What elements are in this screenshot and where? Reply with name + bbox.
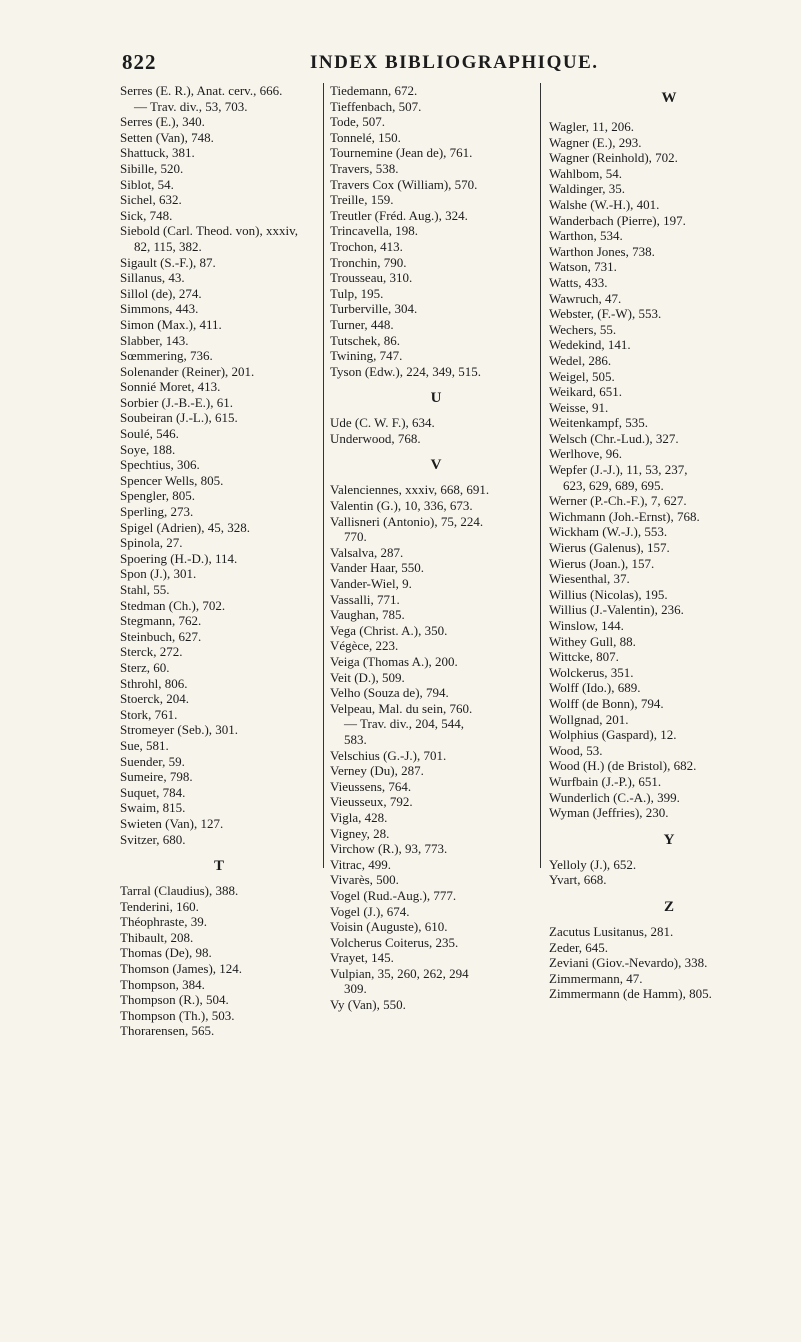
index-entry: Thibault, 208. — [120, 929, 194, 945]
index-entry: 309. — [344, 981, 367, 997]
index-entry: Spigel (Adrien), 45, 328. — [120, 519, 250, 535]
index-entry: Watts, 433. — [549, 274, 608, 290]
index-entry: Végèce, 223. — [330, 638, 399, 654]
index-entry: Wahlbom, 54. — [549, 165, 622, 181]
index-entry: Sichel, 632. — [120, 192, 182, 208]
page-header — [0, 50, 801, 80]
index-entry: Sigault (S.-F.), 87. — [120, 254, 216, 270]
index-entry: Vivarès, 500. — [330, 872, 399, 888]
index-entry: Treutler (Fréd. Aug.), 324. — [330, 207, 468, 223]
index-entry: Twining, 747. — [330, 348, 403, 364]
index-entry: Valenciennes, xxxiv, 668, 691. — [330, 482, 490, 498]
index-entry: Underwood, 768. — [330, 430, 421, 446]
index-entry: Thompson (R.), 504. — [120, 992, 229, 1008]
index-entry: Sorbier (J.-B.-E.), 61. — [120, 394, 234, 410]
index-entry: Sumeire, 798. — [120, 769, 193, 785]
index-entry: Vassalli, 771. — [330, 591, 400, 607]
index-entry: — Trav. div., 204, 544, — [344, 716, 465, 732]
index-entry: Tarral (Claudius), 388. — [120, 883, 239, 899]
index-entry: Swieten (Van), 127. — [120, 815, 224, 831]
running-title: INDEX BIBLIOGRAPHIQUE. — [310, 52, 599, 73]
index-entry: Vy (Van), 550. — [330, 997, 406, 1013]
index-entry: Stromeyer (Seb.), 301. — [120, 722, 239, 738]
index-entry: Willius (Nicolas), 195. — [549, 586, 668, 602]
index-column-2 — [323, 83, 542, 1013]
index-entry: Virchow (R.), 93, 773. — [330, 841, 448, 857]
index-entry: Vitrac, 499. — [330, 856, 391, 872]
index-entry: Turner, 448. — [330, 316, 394, 332]
index-entry: Wolphius (Gaspard), 12. — [549, 727, 677, 743]
index-entry: 623, 629, 689, 695. — [563, 477, 664, 493]
index-entry: Tieffenbach, 507. — [330, 98, 422, 114]
index-entry: Stahl, 55. — [120, 582, 170, 597]
index-entry: Spinola, 27. — [120, 535, 183, 551]
index-entry: Weisse, 91. — [549, 399, 609, 415]
index-entry: Wolff (Ido.), 689. — [549, 680, 641, 696]
index-entry: Solenander (Reiner), 201. — [120, 363, 255, 379]
page-number: 822 — [122, 50, 157, 74]
index-entry: Sick, 748. — [120, 207, 173, 223]
index-entry: Wood (H.) (de Bristol), 682. — [549, 758, 697, 774]
index-entry: Velpeau, Mal. du sein, 760. — [330, 700, 473, 716]
index-entry: Wierus (Joan.), 157. — [549, 555, 655, 571]
index-entry: Wedel, 286. — [549, 352, 612, 368]
index-entry: Wawruch, 47. — [549, 290, 622, 306]
index-entry: Zacutus Lusitanus, 281. — [549, 923, 674, 939]
index-entry: Wepfer (J.-J.), 11, 53, 237, — [549, 462, 688, 478]
index-entry: Wechers, 55. — [549, 321, 617, 337]
index-entry: Soye, 188. — [120, 441, 176, 457]
index-entry: Wierus (Galenus), 157. — [549, 540, 670, 556]
index-entry: Siebold (Carl. Theod. von), xxxiv, — [120, 223, 299, 239]
index-entry: Winslow, 144. — [549, 618, 624, 633]
index-entry: Werner (P.-Ch.-F.), 7, 627. — [549, 493, 687, 509]
index-entry: 770. — [344, 529, 367, 545]
index-entry: Spoering (H.-D.), 114. — [120, 550, 238, 566]
index-entry: Suquet, 784. — [120, 784, 186, 800]
index-entry: Warthon Jones, 738. — [549, 243, 655, 259]
index-entry: Volcherus Coiterus, 235. — [330, 934, 459, 950]
index-entry: Stork, 761. — [120, 706, 178, 722]
index-entry: Wagner (E.), 293. — [549, 134, 642, 150]
index-entry: Veiga (Thomas A.), 200. — [330, 654, 458, 669]
index-entry: Thomas (De), 98. — [120, 945, 212, 961]
index-entry: Yelloly (J.), 652. — [549, 856, 637, 872]
index-entry: Willius (J.-Valentin), 236. — [549, 602, 684, 618]
index-entry: Serres (E.), 340. — [120, 114, 205, 130]
index-entry: Vogel (J.), 674. — [330, 903, 410, 919]
index-entry: Steinbuch, 627. — [120, 628, 202, 644]
index-entry: 82, 115, 382. — [134, 238, 202, 254]
section-letter: T — [213, 858, 224, 875]
index-entry: Sibille, 520. — [120, 160, 184, 176]
index-entry: Slabber, 143. — [120, 332, 189, 348]
index-entry: Werlhove, 96. — [549, 446, 622, 462]
index-entry: Sthrohl, 806. — [120, 675, 188, 691]
index-entry: Vieussens, 764. — [330, 778, 412, 794]
index-entry: Simon (Max.), 411. — [120, 316, 222, 332]
index-entry: Tyson (Edw.), 224, 349, 515. — [330, 363, 481, 379]
index-entry: Travers, 538. — [330, 160, 399, 176]
index-entry: Sue, 581. — [120, 737, 169, 753]
index-entry: Wagler, 11, 206. — [549, 119, 634, 134]
index-entry: Zimmermann, 47. — [549, 970, 643, 986]
index-entry: Tonnelé, 150. — [330, 129, 401, 145]
index-entry: Vander Haar, 550. — [330, 560, 425, 576]
index-entry: Tutschek, 86. — [330, 332, 400, 348]
index-entry: Wood, 53. — [549, 742, 603, 758]
index-entry: 583. — [344, 731, 367, 747]
index-entry: Walshe (W.-H.), 401. — [549, 196, 660, 212]
index-entry: Withey Gull, 88. — [549, 633, 636, 649]
index-entry: Soubeiran (J.-L.), 615. — [120, 410, 238, 426]
index-entry: Spengler, 805. — [120, 488, 195, 504]
index-entry: Wiesenthal, 37. — [549, 571, 630, 587]
section-letter: Z — [663, 898, 674, 915]
index-entry: Vulpian, 35, 260, 262, 294 — [330, 965, 469, 981]
index-entry: Travers Cox (William), 570. — [330, 176, 478, 192]
index-entry: Tiedemann, 672. — [330, 83, 418, 98]
section-letter: Y — [663, 831, 675, 848]
index-entry: Sillol (de), 274. — [120, 285, 202, 301]
index-entry: Vander-Wiel, 9. — [330, 576, 412, 592]
index-entry: Théophraste, 39. — [120, 914, 208, 930]
index-entry: Welsch (Chr.-Lud.), 327. — [549, 430, 679, 446]
index-entry: Wunderlich (C.-A.), 399. — [549, 789, 680, 805]
index-entry: Sterz, 60. — [120, 659, 170, 675]
index-entry: Shattuck, 381. — [120, 145, 195, 161]
index-columns — [120, 83, 780, 1039]
index-entry: Wolff (de Bonn), 794. — [549, 695, 664, 711]
index-entry: Sonnié Moret, 413. — [120, 379, 221, 395]
index-entry: Sterck, 272. — [120, 644, 183, 660]
index-entry: — Trav. div., 53, 703. — [134, 98, 248, 114]
index-entry: Velschius (G.-J.), 701. — [330, 747, 447, 763]
index-column-3 — [540, 83, 789, 1002]
index-entry: Wedekind, 141. — [549, 337, 631, 353]
index-entry: Sperling, 273. — [120, 504, 194, 520]
index-entry: Stegmann, 762. — [120, 613, 202, 629]
index-entry: Turberville, 304. — [330, 301, 418, 317]
index-entry: Watson, 731. — [549, 259, 617, 275]
index-entry: Thompson, 384. — [120, 976, 205, 992]
index-entry: Trousseau, 310. — [330, 270, 413, 286]
index-entry: Tournemine (Jean de), 761. — [330, 145, 473, 161]
index-entry: Valsalva, 287. — [330, 544, 404, 560]
index-entry: Serres (E. R.), Anat. cerv., 666. — [120, 83, 283, 98]
index-entry: Trochon, 413. — [330, 238, 403, 254]
index-entry: Verney (Du), 287. — [330, 763, 424, 779]
index-entry: Tode, 507. — [330, 114, 386, 130]
index-entry: Voisin (Auguste), 610. — [330, 919, 448, 935]
index-entry: Simmons, 443. — [120, 301, 199, 317]
index-entry: Wagner (Reinhold), 702. — [549, 150, 678, 166]
index-entry: Wickham (W.-J.), 553. — [549, 524, 668, 540]
index-entry: Vigney, 28. — [330, 825, 390, 841]
index-entry: Zeviani (Giov.-Nevardo), 338. — [549, 955, 708, 971]
index-entry: Weigel, 505. — [549, 368, 615, 384]
index-entry: Thomson (James), 124. — [120, 961, 243, 977]
index-entry: Wanderbach (Pierre), 197. — [549, 212, 686, 228]
index-entry: Wittcke, 807. — [549, 649, 619, 665]
index-entry: Setten (Van), 748. — [120, 129, 214, 145]
index-entry: Spechtius, 306. — [120, 457, 200, 473]
index-entry: Webster, (F.-W), 553. — [549, 306, 662, 322]
index-entry: Spencer Wells, 805. — [120, 472, 224, 488]
index-entry: Ude (C. W. F.), 634. — [330, 415, 435, 431]
index-entry: Thorarensen, 565. — [120, 1023, 215, 1039]
index-entry: Zeder, 645. — [549, 939, 609, 955]
index-entry: Thompson (Th.), 503. — [120, 1007, 235, 1023]
index-entry: Svitzer, 680. — [120, 831, 186, 847]
index-entry: Vaughan, 785. — [330, 607, 405, 623]
index-entry: Zimmermann (de Hamm), 805. — [549, 986, 712, 1002]
index-entry: Tulp, 195. — [330, 285, 384, 301]
index-entry: Valentin (G.), 10, 336, 673. — [330, 498, 473, 514]
index-entry: Wolckerus, 351. — [549, 664, 634, 680]
index-entry: Vogel (Rud.-Aug.), 777. — [330, 887, 457, 903]
index-column-1 — [120, 83, 318, 1039]
section-letter: W — [661, 90, 677, 106]
index-entry: Warthon, 534. — [549, 228, 623, 244]
index-entry: Siblot, 54. — [120, 176, 174, 192]
index-entry: Tronchin, 790. — [330, 254, 407, 270]
section-letter: V — [430, 457, 442, 474]
index-entry: Treille, 159. — [330, 192, 394, 208]
index-entry: Wollgnad, 201. — [549, 711, 629, 727]
index-entry: Stoerck, 204. — [120, 691, 189, 707]
index-entry: Tenderini, 160. — [120, 898, 199, 914]
index-entry: Vigla, 428. — [330, 809, 388, 825]
index-entry: Weitenkampf, 535. — [549, 415, 648, 431]
index-entry: Wichmann (Joh.-Ernst), 768. — [549, 508, 700, 524]
index-entry: Wyman (Jeffries), 230. — [549, 805, 669, 821]
index-entry: Waldinger, 35. — [549, 181, 626, 197]
index-entry: Vrayet, 145. — [330, 950, 394, 966]
index-entry: Spon (J.), 301. — [120, 566, 197, 582]
index-entry: Vega (Christ. A.), 350. — [330, 622, 448, 638]
index-entry: Yvart, 668. — [549, 872, 607, 888]
index-entry: Veit (D.), 509. — [330, 669, 405, 685]
index-entry: Stedman (Ch.), 702. — [120, 597, 226, 613]
index-entry: Vieusseux, 792. — [330, 794, 413, 810]
index-entry: Trincavella, 198. — [330, 223, 418, 239]
index-entry: Suender, 59. — [120, 753, 185, 769]
index-entry: Soulé, 546. — [120, 426, 179, 442]
index-entry: Sœmmering, 736. — [120, 348, 213, 364]
index-entry: Velho (Souza de), 794. — [330, 685, 449, 701]
index-entry: Sillanus, 43. — [120, 270, 185, 286]
section-letter: U — [430, 390, 442, 407]
index-entry: Vallisneri (Antonio), 75, 224. — [330, 513, 484, 529]
index-entry: Wurfbain (J.-P.), 651. — [549, 773, 662, 789]
index-entry: Swaim, 815. — [120, 800, 186, 816]
index-entry: Weikard, 651. — [549, 384, 622, 400]
